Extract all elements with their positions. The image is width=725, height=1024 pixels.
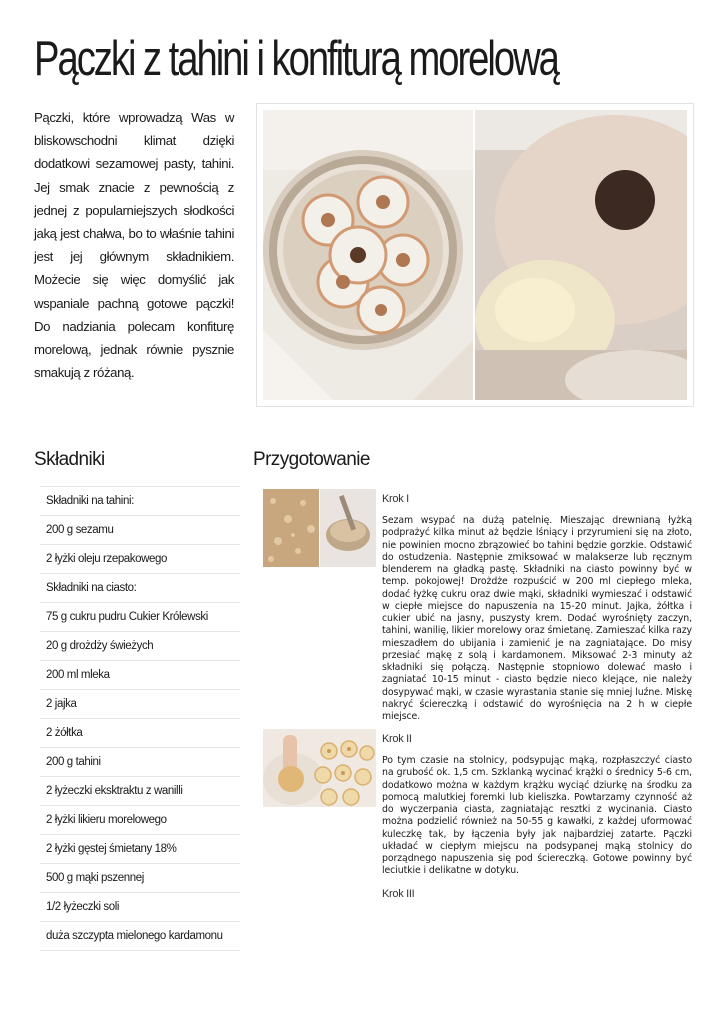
ingredient-item: 20 g drożdży świeżych — [40, 632, 240, 661]
intro-paragraph: Pączki, które wprowadzą Was w bliskowschodni klimat dzięki dodatkowi sezamowej pasty, tahini. Jej smak znacie z pewnością z jednej z popularniejszych słodkości jaką jest chałwa, bo to właśnie tahini jest jej głównym składnikiem. Możecie się więc domyślić jak wspaniale pachną gotowe pączki! Do nadziania polecam konfiturę morelową, jednak równie pysznie smakują z różaną. — [34, 110, 234, 381]
ingredient-item: 2 jajka — [40, 690, 240, 719]
step-1-label: Krok I — [382, 493, 409, 505]
ingredient-item: 200 g tahini — [40, 748, 240, 777]
ingredient-item: 2 żółtka — [40, 719, 240, 748]
ingredient-item: 500 g mąki pszennej — [40, 864, 240, 893]
step-2-photo — [263, 729, 376, 807]
ingredients-list — [40, 486, 240, 951]
step-3-label: Krok III — [382, 888, 415, 900]
recipe-title: Pączki z tahini i konfiturą morelową — [34, 32, 558, 86]
step-2-label: Krok II — [382, 733, 412, 745]
step-1-text: Sezam wsypać na dużą patelnię. Mieszając drewnianą łyżką podprażyć kilka minut aż będzie lśniący i przyrumieni się na złoto, nie powinien mocno zbrązowieć bo tahini będzie gorzkie. Odstawić do ostudzenia. Następnie zmiksować w malakserze lub ręcznym blenderem na gładką pastę. Składniki na ciasto powinny być w temp. pokojowej! Drożdże rozpuścić w 200 ml ciepłego mleka, dodać łyżkę cukru oraz dwie mąki, składniki wymieszać i odstawić w ciepłe miejsce do napuszenia na 15-20 minut. Jajka, żółtka i cukier ubić na jasny, puszysty krem. Dodać wyrośnięty zaczyn, tahini, wanilię, likier morelowy oraz śmietanę. Zamieszać kilka razy mieszadłem do ubijania i zamienić je na zagniatające. Do misy przesiać mąkę z solą i kardamonem. Miksować 2-3 minuty aż składniki się połączą. Następnie stopniowo dolewać masło i zagniatać 10-15 minut - ciasto będzie nieco klejące, nie należy dosypywać mąki, w czasie wyrastania stanie się mniej luźne. Miskę nakryć ściereczką i odstawić do wyrośnięcia na 2 h w ciepłe miejsce. — [382, 515, 693, 722]
ingredient-item: 2 łyżeczki eksktraktu z wanilli — [40, 777, 240, 806]
ingredient-item: Składniki na ciasto: — [40, 574, 240, 603]
ingredient-item: 2 łyżki gęstej śmietany 18% — [40, 835, 240, 864]
ingredient-item: 200 ml mleka — [40, 661, 240, 690]
step-2-text: Po tym czasie na stolnicy, podsypując mąką, rozpłaszczyć ciasto na grubość ok. 1,5 cm. Szklanką wycinać krążki o średnicy 5-6 cm, dodatkowo można w każdym krążku wyciąć dziurkę na środku za pomocą malutkiej foremki lub kieliszka. Powtarzamy czynność aż do wyczerpania ciasta, zagniatając resztki z wycinania. Ciasto można podzielić również na 50-55 g kawałki, z każdej uformować kuleczkę tak, by łączenia były jak najbardziej zatarte. Pączki układać w ciepłym miejscu na podsypanej mąką stolnicy do porządnego napuszenia się pod ściereczką. Gotowe powinny być leciutkie i delikatne w dotyku. — [382, 755, 692, 877]
doughnut-closeup-photo — [475, 110, 687, 400]
hero-photo-frame — [256, 103, 694, 407]
ingredient-item: Składniki na tahini: — [40, 487, 240, 516]
ingredient-item: 1/2 łyżeczki soli — [40, 893, 240, 922]
step-1-photo — [263, 489, 376, 567]
doughnut-plate-photo — [263, 110, 473, 400]
ingredient-item: 75 g cukru pudru Cukier Królewski — [40, 603, 240, 632]
ingredient-item: 2 łyżki oleju rzepakowego — [40, 545, 240, 574]
preparation-heading: Przygotowanie — [253, 449, 370, 470]
ingredient-item: 200 g sezamu — [40, 516, 240, 545]
ingredient-item: duża szczypta mielonego kardamonu — [40, 922, 240, 951]
ingredient-item: 2 łyżki likieru morelowego — [40, 806, 240, 835]
ingredients-heading: Składniki — [34, 449, 105, 470]
